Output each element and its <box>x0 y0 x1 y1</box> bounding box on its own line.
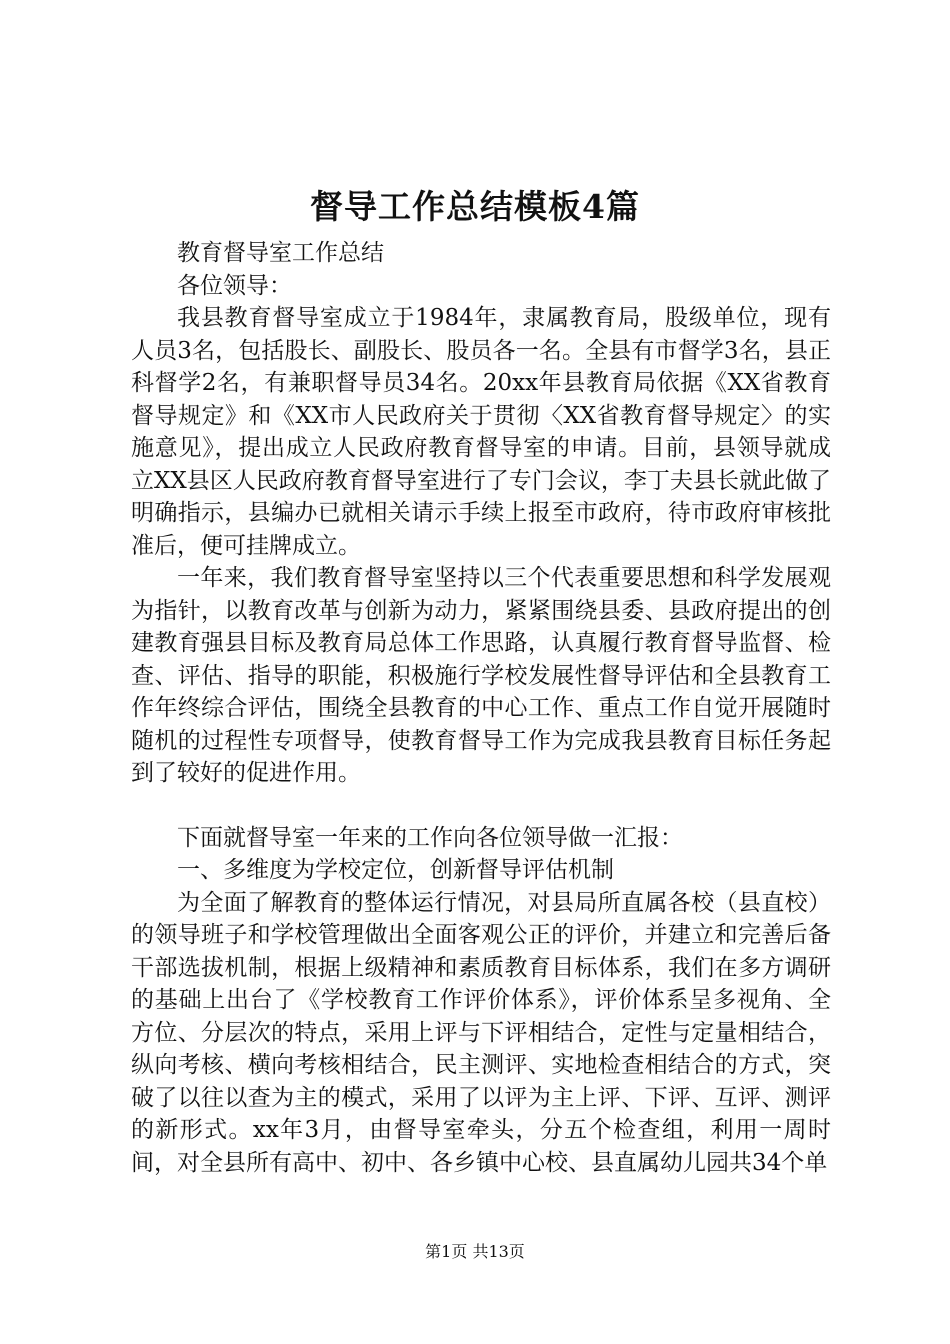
paragraph-heading: 教育督导室工作总结 <box>177 240 384 266</box>
paragraph-overview: 一年来，我们教育督导室坚持以三个代表重要思想和科学发展观为指针，以教育改革与创新为动力，紧紧围绕县委、县政府提出的创建教育强县目标及教育局总体工作思路，认真履行教育督导监督、检查、评估、指导的职能，积极施行学校发展性督导评估和全县教育工作年终综合评估，围绕全县教育的中心工作、重点工作自觉开展随时随机的过程性专项督导，使教育督导工作为完成我县教育目标任务起到了较好的促进作用。 <box>131 565 831 786</box>
paragraph-section-1: 为全面了解教育的整体运行情况，对县局所直属各校（县直校）的领导班子和学校管理做出全面客观公正的评价，并建立和完善后备干部选拔机制，根据上级精神和素质教育目标体系，我们在多方调研的基础上出台了《学校教育工作评价体系》，评价体系呈多视角、全方位、分层次的特点，采用上评与下评相结合，定性与定量相结合，纵向考核、横向考核相结合，民主测评、实地检查相结合的方式，突破了以往以查为主的模式，采用了以评为主上评、下评、互评、测评的新形式。xx年3月，由督导室牵头，分五个检查组，利用一周时间，对全县所有高中、初中、各乡镇中心校、县直属幼儿园共34个单 <box>131 889 831 1176</box>
paragraph-intro: 我县教育督导室成立于1984年，隶属教育局，股级单位，现有人员3名，包括股长、副股长、股员各一名。全县有市督学3名，县正科督学2名，有兼职督导员34名。20xx年县教育局依据《XX省教育督导规定》和《XX市人民政府关于贯彻〈XX省教育督导规定〉的实施意见》，提出成立人民政府教育督导室的申请。目前，县领导就成立XX县区人民政府教育督导室进行了专门会议，李丁夫县长就此做了明确指示，县编办已就相关请示手续上报至市政府，待市政府审核批准后，便可挂牌成立。 <box>131 305 831 559</box>
paragraph-spacer <box>131 790 831 822</box>
paragraph-report-lead: 下面就督导室一年来的工作向各位领导做一汇报： <box>177 824 683 851</box>
page-number: 第1页 共13页 <box>425 1242 525 1261</box>
paragraph-salutation: 各位领导： <box>177 272 292 299</box>
section-heading-1: 一、多维度为学校定位，创新督导评估机制 <box>177 857 614 883</box>
document-body <box>131 237 831 1179</box>
document-title: 督导工作总结模板4篇 <box>310 187 640 226</box>
